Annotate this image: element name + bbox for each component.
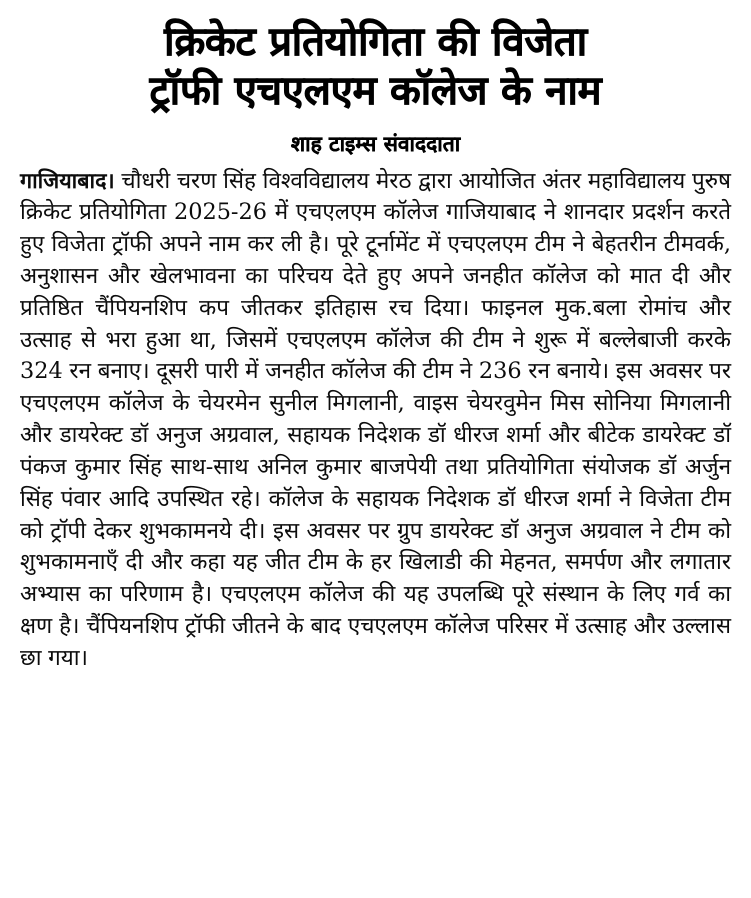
- headline-line-2: ट्रॉफी एचएलएम कॉलेज के नाम: [149, 67, 602, 114]
- article-body-text: चौधरी चरण सिंह विश्वविद्यालय मेरठ द्वारा आयोजित अंतर महाविद्यालय पुरुष क्रिकेट प्रतियोगिता 2025-26 में एचएलएम कॉलेज गाजियाबाद ने शानदार प्रदर्शन करते हुए विजेता ट्रॉफी अपने नाम कर ली है। पूरे टूर्नामेंट में एचएलएम टीम ने बेहतरीन टीमवर्क, अनुशासन और खेलभावना का परिचय देते हुए अपने जनहीत कॉलेज को मात दी और प्रतिष्ठित चैंपियनशिप कप जीतकर इतिहास रच दिया। फाइनल मुक.बला रोमांच और उत्साह से भरा हुआ था, जिसमें एचएलएम कॉलेज की टीम ने शुरू में बल्लेबाजी करके 324 रन बनाए। दूसरी पारी में जनहीत कॉलेज की टीम ने 236 रन बनाये। इस अवसर पर एचएलएम कॉलेज के चेयरमेन सुनील मिगलानी, वाइस चेयरवुमेन मिस सोनिया मिगलानी और डायरेक्ट डॉ अनुज अग्रवाल, सहायक निदेशक डॉ धीरज शर्मा और बीटेक डायरेक्ट डॉ पंकज कुमार सिंह साथ-साथ अनिल कुमार बाजपेयी तथा प्रतियोगिता संयोजक डॉ अर्जुन सिंह पंवार आदि उपस्थित रहे। कॉलेज के सहायक निदेशक डॉ धीरज शर्मा ने विजेता टीम को ट्रॉपी देकर शुभकामनये दी। इस अवसर पर ग्रुप डायरेक्ट डॉ अनुज अग्रवाल ने टीम को शुभकामनाएँ दी और कहा यह जीत टीम के हर खिलाडी की मेहनत, समर्पण और लगातार अभ्यास का परिणाम है। एचएलएम कॉलेज की यह उपलब्धि पूरे संस्थान के लिए गर्व का क्षण है। चैंपियनशिप ट्रॉफी जीतने के बाद एचएलएम कॉलेज परिसर में उत्साह और उल्लास छा गया।: [20, 167, 731, 671]
- article-headline: [18, 18, 733, 116]
- article-dateline: गाजियाबाद।: [20, 168, 115, 194]
- article-byline: शाह टाइम्स संवाददाता: [290, 131, 461, 156]
- headline-line-1: क्रिकेट प्रतियोगिता की विजेता: [164, 19, 587, 65]
- article-body: [18, 166, 733, 675]
